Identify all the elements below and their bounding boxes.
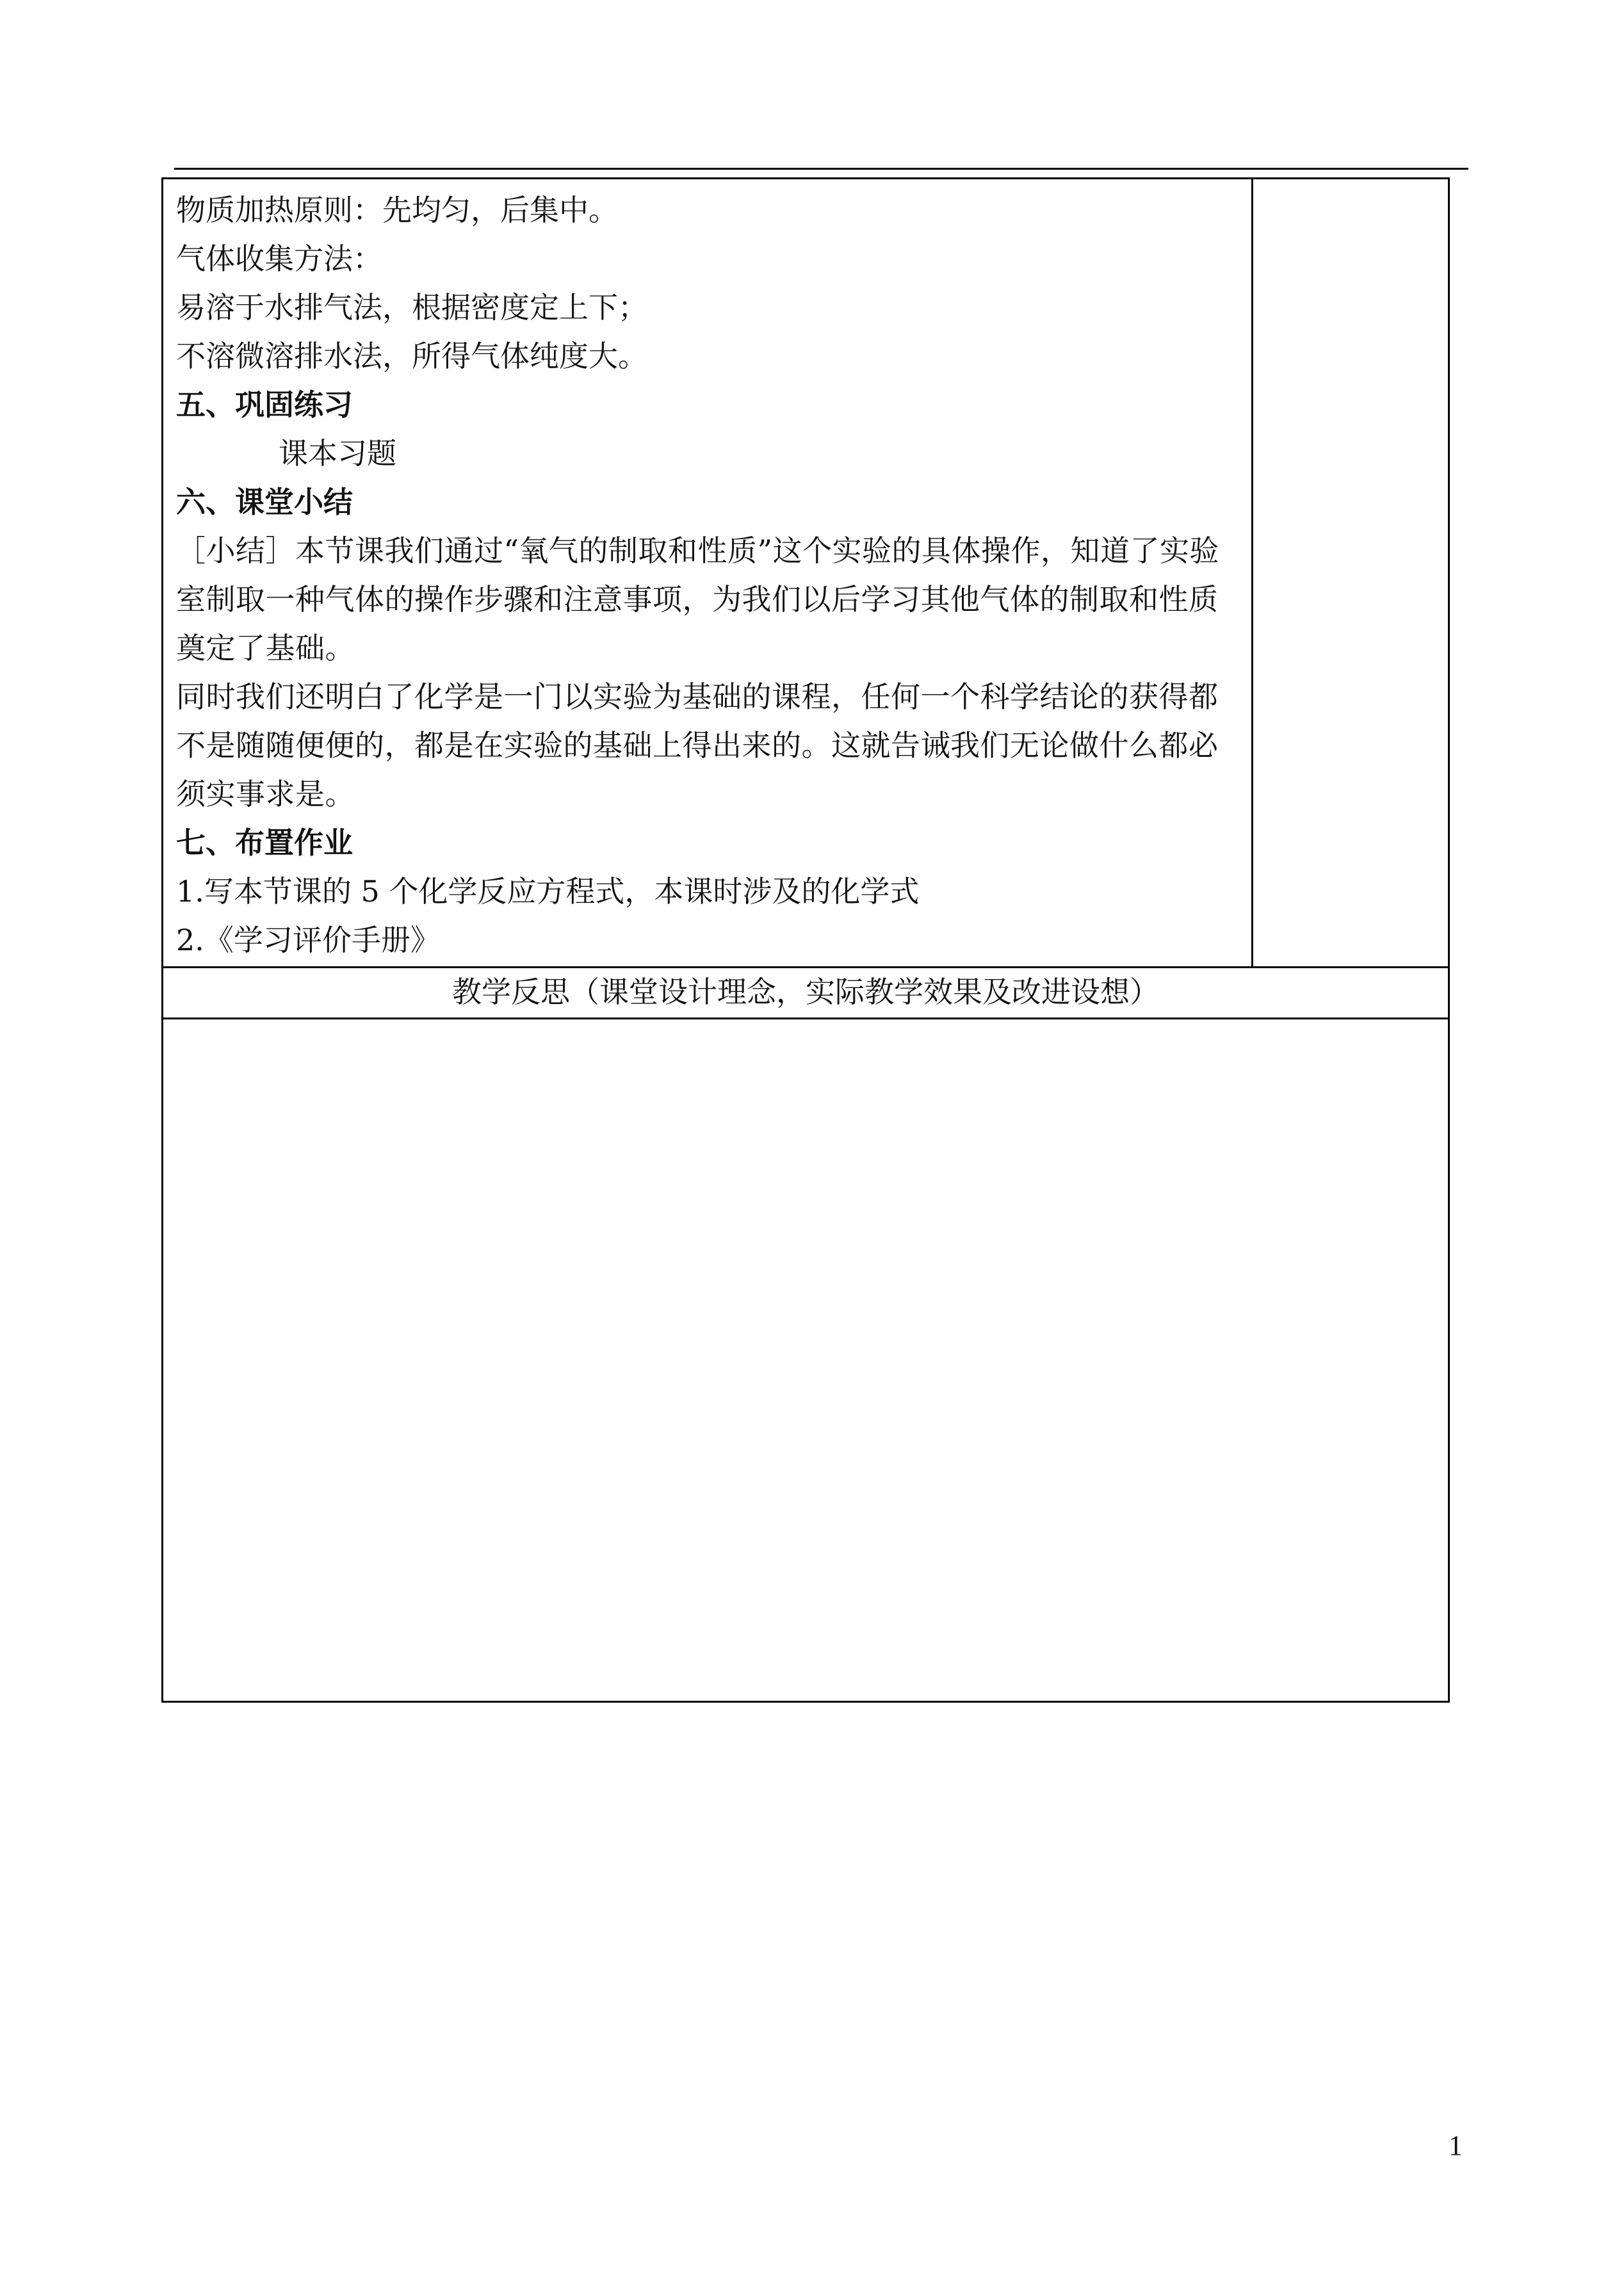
heating-principle-line: 物质加热原则：先均匀，后集中。 <box>176 193 618 227</box>
section-5-heading: 五、巩固练习 <box>176 387 353 422</box>
summary-paragraph-1: ［小结］本节课我们通过“氧气的制取和性质”这个实验的具体操作，知道了实验室制取一种气体的操作步骤和注意事项，为我们以后学习其他气体的制取和性质奠定了基础。 <box>176 533 1220 665</box>
page-number: 1 <box>1449 2130 1463 2161</box>
section-5-item: 课本习题 <box>279 436 396 471</box>
row-divider-reflection-bottom <box>163 1018 1448 1019</box>
column-divider <box>1251 179 1253 966</box>
gas-collection-line: 气体收集方法： <box>176 241 382 276</box>
lesson-content-cell <box>176 186 1242 964</box>
header-rule <box>174 168 1468 170</box>
water-displacement-line: 不溶微溶排水法，所得气体纯度大。 <box>176 339 647 373</box>
section-6-heading: 六、课堂小结 <box>176 485 353 519</box>
summary-paragraph-2: 同时我们还明白了化学是一门以实验为基础的课程，任何一个科学结论的获得都不是随随便便的，都是在实验的基础上得出来的。这就告诫我们无论做什么都必须实事求是。 <box>176 679 1219 811</box>
homework-item-1: 1.写本节课的 5 个化学反应方程式，本课时涉及的化学式 <box>176 874 920 909</box>
reflection-title: 教学反思（课堂设计理念，实际教学效果及改进设想） <box>452 975 1159 1009</box>
homework-item-2: 2.《学习评价手册》 <box>176 923 440 957</box>
section-7-heading: 七、布置作业 <box>176 825 353 860</box>
air-displacement-line: 易溶于水排气法，根据密度定上下； <box>176 290 647 325</box>
lesson-table <box>161 177 1450 1703</box>
